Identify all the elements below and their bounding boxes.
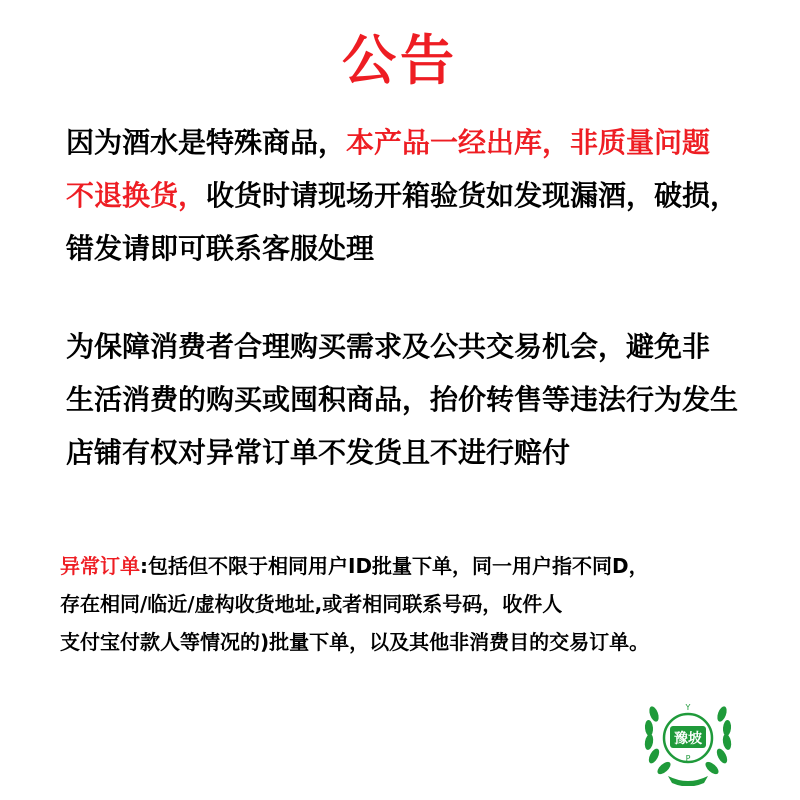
abnormal-order-note — [60, 547, 760, 661]
wheat-wreath-seal-icon — [640, 686, 736, 786]
notice1-line1-red: 本产品一经出库，非质量问题 — [346, 126, 711, 159]
notice1-line1 — [66, 116, 778, 169]
return-policy-notice — [66, 116, 778, 275]
notice1-line2-black: 收货时请现场开箱验货如发现漏酒，破损， — [206, 179, 739, 212]
notice2-line2: 生活消费的购买或囤积商品，抬价转售等违法行为发生 — [66, 383, 739, 416]
logo-text: 豫坡 — [674, 731, 702, 747]
logo-bottom-letters: P — [685, 754, 691, 763]
logo-top-letters: Y — [685, 703, 691, 712]
note-line3: 支付宝付款人等情况的)批量下单，以及其他非消费目的交易订单。 — [60, 630, 650, 654]
note-label: 异常订单 — [60, 554, 140, 578]
notice1-line2-red: 不退换货， — [66, 179, 207, 212]
notice1-line2 — [66, 169, 778, 222]
purchase-limit-notice — [66, 320, 778, 479]
note-line1-rest: :包括但不限于相同用户ID批量下单，同一用户指不同D， — [140, 554, 649, 578]
notice1-line3: 错发请即可联系客服处理 — [66, 232, 375, 265]
notice1-line1-black: 因为酒水是特殊商品， — [66, 126, 347, 159]
note-line1 — [60, 547, 760, 585]
notice2-line1: 为保障消费者合理购买需求及公共交易机会，避免非 — [66, 330, 711, 363]
note-line2: 存在相同/临近/虚构收货地址,或者相同联系号码，收件人 — [60, 592, 563, 616]
notice2-line3: 店铺有权对异常订单不发货且不进行赔付 — [66, 436, 571, 469]
page-title: 公告 — [342, 29, 458, 92]
